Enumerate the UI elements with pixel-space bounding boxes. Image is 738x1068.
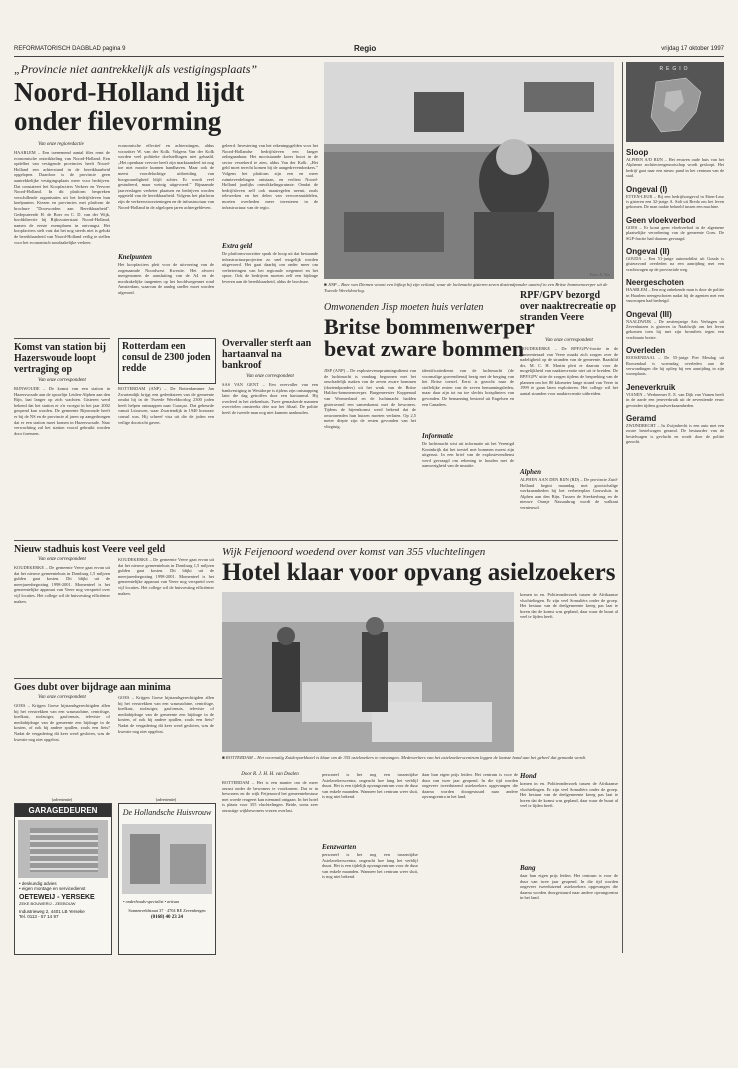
lead-sub-knelpunten: Knelpunten [118, 253, 152, 261]
lead-column-3b: De platformvoorzitter sprak de hoop uit dat bestaande infrastructuurprojecten zo snel mogelijk worden uitgevoerd. Het gaat daarbij om onder meer om verbeteringen van het regionale wegennet en het spoor. Ook de bedrijven moeten zelf een bijdrage leveren aan de bereikbaarheid, aldus de brochure. [222, 251, 318, 284]
lead-column-2b: Het koopfactiers pleit voor de uitvoering van de zogenaamde Noordwest Kwestie. Het afvoert meegenomen de aansluiting van de A4 en de noodzakelijke tangenten op het hoofdwegennet rond Amsterdam, waarvan de aanleg sneller moet worden afgerond. [118, 262, 214, 295]
hotel-column-4c: daar hun eigen prijs leiden. Het centrum is voor de duur van twee jaar geopend. In die tijd worden ongeveer tweeduizend asielzoekers opgevangen die daarna worden doorgestuurd naar andere opvangcentra in het land. [520, 873, 618, 901]
header-date: vrijdag 17 oktober 1997 [661, 46, 724, 52]
kitchen-photo [122, 824, 212, 894]
overvaller-headline: Overvaller sterft aan hartaanval na bankroof [222, 338, 312, 371]
sidebar-item: Sloop ALPHEN A/D RIJN – Het eeuwen oude huis van het Alphense architectengenootschap wordt gesloopt. Het bedrijf gaat naar een nieuw pand in het centrum van de stad. [626, 148, 724, 179]
goes-headline: Goes dubt over bijdrage aan minima [14, 682, 171, 693]
veere-sub: Alphen [520, 468, 542, 476]
sidebar-item: Overleden ROOSENDAAL – De 55-jarige Piet Mesdag uit Roosendaal is woensdag overleden aan de verwondingen die hij opliep bij een aanrijding in zijn woonplaats. [626, 346, 724, 377]
rotterdam-headline-box: Rotterdam een consul de 2300 joden redde [118, 338, 216, 384]
station-text: RIJNWOUDE – De komst van een station in Hazerswoude aan de spoorlijn Leiden-Alphen aan den Rijn, laat langer op zich wachten. Gisteren werd bekend dat het station er z'n vroegst in het jaar 2002 geopend kan worden. De gemeente Rijnwoude heeft er bij de NS en de provincie al jaren op aangedrongen dat er een station moet komen in Hazerswoude. Naar verwachting zal het station vooral gebruikt worden door forenzen. [14, 386, 110, 436]
lead-column-3: geleerd. Investering van het rekeningsgelden voor het Noord-Hollandse bedrijfsleven een langer onbegaanbaar. Het mooistaande koers hoort in de sector verzekerd te zien, aldus Van der Kolk. „Het geld moet terecht komen bij de aangedrevendonkers.” Volgens het platform zijn een en meer ruimteverdelingen ontstaan, en verliest Noord-Holland jaarlijks ontwikkelingsruimte. Omdat de bedrijfsleven zelf ook maatregelen neemt, zoals telewerken en het delen van vervoersmiddelen, moeten overheden meer investeren in de infrastructuur van de regio. [222, 143, 318, 210]
overvaller-byline: Van onze correspondent [246, 374, 294, 379]
lead-column-1: HAARLEM – Een toenemend aantal files remt de economische ontwikkeling van Noord-Holland. Een opdelhet van vestigende provincies heeft Noord-Holland een achterstand in de bereikbaarheid opgelopen. Daardoor is de provincie geen aantrekkelijke vestigingsplaats meer voor bedrijven. Dat constateert het Koopfactiers Verkeer en Vervoer Noord-Holland. In dit platform bespreken verschillende organisaties uit het bedrijfsleven hun knelpunten. Kiezen en provincies met platform de brochure "Doorworden aan Bereikbaarheid". Gedeputeerde H. de Boer en C. D. van der Wijk, hoofddirectie bij Rijkswaterstaat Noord-Holland, namen de eerste exemplaren in ontvangst. Het koopfactiers stelt vast dat het nog steeds niet is gelukt de bereikbaarheid van Noord-Holland veilig te stellen voor het economisch noodzakelijke verkeer. [14, 150, 110, 245]
sidebar-item: Ongeval (III) NAALDWIJK – De zestienjarige Aris Verhagen uit Zevenhuizen is gisteren in Naaldwijk om het leven gekomen toen hij met zijn bromfiets tegen een vrachtauto botste. [626, 309, 724, 340]
ad1-title: GARAGEDEUREN [15, 804, 111, 817]
photo-hotel-workers [222, 592, 514, 752]
ad2-label: (advertentie) [155, 797, 177, 802]
rotterdam-text: ROTTERDAM (ANP) – De Rotterdammer Jan Zwartendijk krijgt een gedenksteen van de gemeente omdat hij in de Tweede Wereldoorlog 2300 joden heeft helpen ontsnappen naar Curaçao. Dat gebeurde vanuit Litouwen, waar Zwartendijk in 1940 honorair consul was. Hij schreef visa uit die de joden een veilige doortocht gaven. [118, 386, 214, 425]
hotel-headline: Hotel klaar voor opvang asielzoekers [222, 559, 616, 586]
photo-farmer-wreck [324, 62, 614, 279]
hotel-kicker: Wijk Feijenoord woedend over komst van 355 vluchtelingen [222, 546, 486, 558]
goes-text-2: GOES – Krijgen Goese bijstandsgerechtigden allen bij het verstrekken van een wasmachine, centrifuge, koelkast, stofzuiger, gasfornuis, televisie of mediabijdrage van de gemeente een bijdrage in de kosten, of ook bij andere spullen, zoals een fiets? Nadat de vergadering dit keer werd gesloten, was de kwestie nog niet opgelost. [118, 695, 214, 734]
lead-sub-extra-geld: Extra geld [222, 242, 253, 250]
lead-kicker: „Provincie niet aantrekkelijk als vestigingsplaats” [14, 62, 258, 76]
hotel-sub-eenzwarten: Eenzwarten [322, 843, 357, 851]
lead-headline: Noord-Holland lijdt onder filevorming [14, 77, 245, 136]
hotel-column-2: personeel is het nog een tussentijdse Asielzoekerscentra, ongeacht hoe lang het verblijf duurt. Het is een tijdelijk opvangcentrum voor de duur van enkele maanden. Wanneer het centrum weer sluit, is nog niet bekend. [322, 772, 418, 800]
sidebar-item: Geramd ZWIJNDRECHT – In Zwijndrecht is een auto met een zware bestelwagen geramd. De bestuurder van de bestelwagen is gevlucht en wordt door de politie gezocht. [626, 413, 724, 445]
veere-text: KOUDEKERKE – De RPF/GPV-fractie in de gemeenteraad van Veere maakt zich zorgen over de nadeligheid op de stranden van de gemeente. Raadslid drs. M. C. H. Martin pleit er daarom voor de mogelijkheid van naaktrecreatie niet uit te breiden. De RPF/GPV uitte de zorgen tijdens de bespreking van de plannen om het 80 kilometer lange strand van Veere in 1999 te gaan laten exploiteren. Het college wil het aantal stranden voor naaktrecreatie uitbreiden. [520, 346, 618, 396]
hotel-column-4b: komen in en. Politieonderzoek tussen de Afrikaanse vluchtelingen. Er zijn veel Somaliërs onder de groep. Het bestuur van de deelgemeente kreeg pas laat te horen dat de komst was gepland, daar waar de buurt al veel te lijden heeft. [520, 781, 618, 809]
bomb-column-2: identificatiedienst van de luchtmacht (de voormalige gravendienst) bezig met de berging van het Britse toestel. Eerst is gezocht naar de stoffelijke resten van de zeven bemanningsleden, maar daar zijn tot nu toe slechts botsplinters van gevonden. De bemanning bestond uit Engelsen en een Canadees. [422, 368, 514, 407]
stadhuis-byline: Van onze correspondent [38, 557, 86, 562]
ad2-title: De Hollandsche Huisvrouw [122, 808, 212, 817]
station-headline: Komst van station bij Hazerswoude loopt vertraging op [14, 342, 106, 375]
lead-byline: Van onze regioredactie [38, 142, 84, 147]
header-left: REFORMATORISCH DAGBLAD pagina 9 [14, 46, 126, 52]
ad-garagedeuren: GARAGEDEUREN • deskundig advies • eigen montage en servicedienst OETEWEIJ - YERSEKE ZEKE BOUWERIJ - ZEEBOUW Industrieweg 2, 4401 LB Yerseke Tel. 0113 - 57 14 97 [14, 803, 112, 955]
sidebar-item: Ongeval (I) ETTEN-LEUR – Bij een bedrijfsongeval in Etten-Leur is gisteren een 32-jarige A. Sidi uit Breda om het leven gekomen. De man raakte bekneld tussen een machine. [626, 184, 724, 210]
bomb-kicker: Omwonenden Jisp moeten huis verlaten [324, 302, 484, 313]
hotel-column-2b: personeel is het nog een tussentijdse Asielzoekerscentra, ongeacht hoe lang het verblijf duurt. Het is een tijdelijk opvangcentrum voor de duur van enkele maanden. Wanneer het centrum weer sluit, is nog niet bekend. [322, 852, 418, 880]
overvaller-text: SAS VAN GENT – Een overvaller van een bankvestiging in Westdorpe is tijdens zijn ontsnapping later die dag getroffen door een hartaanval. Hij overleed in het ziekenhuis. Twee gemaskerde mannen overvielen omstreeks drie uur het filiaal. De politie heeft de tweede man nog niet kunnen aanhouden. [222, 382, 318, 415]
hotel-column-1: ROTTERDAM – Het is een manier om de meer onrust onder de bewoners te voorkomen. Dat er in bewoners en de wijk Feijenoord het gemeentebestuur met woede reageert kan niemand ontgaan. In het hotel is plaats voor 355 vluchtelingen. Beide, soms zeer onrustige wijkbewoners vrezen overlast. [222, 780, 318, 813]
page-header [14, 44, 724, 57]
section-name: Regio [354, 44, 377, 53]
sidebar-item: Jeneverkruik VIANEN – Werknemer E. E. van Dijk van Vianen heeft in de aarde een jeneverkruik uit de zeventiende eeuw gevonden tijdens graafwerkzaamheden. [626, 382, 724, 408]
bomb-column-1: JISP (ANP) – De explosievenopruimingsdienst van de luchtmacht is vandaag begonnen met het onschadelijk maken van de zeven zware bommen (doziendponders) uit het wrak van de Britse Halifax-bommenwerper. Burgemeester Koppenaal van Wormerland en de luchtmacht hadden gisteravond een samenkomst met de bewoners. Tijdens de bijeenkomst werd bekend dat de omwonenden hun huizen moeten verlaten. Op 2,5 meter diepte zijn de resten gevonden van het vliegtuig. [324, 368, 416, 429]
bomb-sub-informatie: Informatie [422, 432, 454, 440]
ad-hollandsche-huisvrouw: De Hollandsche Huisvrouw • onderhouds-specialist • artisan Sonnenveldstraat 37 · 4704 RE Zevenbergen (0168) 40 23 24 [118, 803, 216, 955]
station-byline: Van onze correspondent [38, 378, 86, 383]
veere-text-2: ALPHEN AAN DEN RIJN (RD) – De provincie Zuid-Holland begint maandag met grootschalige werkzaamheden bij het verbeterplan Gouwsluis in Alphen aan den Rijn. Tussen de Steekterbrug en de nieuwe Oranje Nassaubrug wordt de walkant vernieuwd. [520, 477, 618, 510]
map-netherlands-icon [626, 72, 724, 140]
stadhuis-text-2: KOUDEKERKE – De gemeente Veere gaat ervan uit dat het nieuwe gemeentehuis in Domburg 1,5 miljoen gulden gaat kosten. Dit blijkt uit de meerjarenbegroting 1998-2001. Momenteel is het gemeentelijke apparaat van Veere nog verspreid over vijf locaties. Het college wil de huisvesting efficiënter maken. [118, 557, 214, 596]
photo-top-caption: ■ JISP – Boer van Diemen woont een bijkop bij zijn veiland, waar de lochmacht gisteren zeven doziendponder aantrof in een Britse bommenwerper uit de Tweede Wereldoorlog. [324, 282, 608, 293]
veere-headline: RPF/GPV bezorgd over naaktrecreatie op stranden Veere [520, 290, 617, 323]
hotel-photo-caption: ■ ROTTERDAM – Het voormalig Zuiderparkhotel is klaar om de 355 asielzoekers te ontvangen. Medewerkers van het asielzoekerscentrum leggen de laatste hand aan het geheel dat gemaakt wordt. [222, 755, 587, 760]
hotel-byline: Door R. J. H. H. van Doalen [241, 772, 299, 777]
veere-byline: Van onze correspondent [545, 338, 593, 343]
goes-text: GOES – Krijgen Goese bijstandsgerechtigden allen bij het verstrekken van een wasmachine, centrifuge, koelkast, stofzuiger, gasfornuis, televisie of mediabijdrage van de gemeente een bijdrage in de kosten, of ook bij andere spullen, zoals een fiets? Nadat de vergadering dit keer werd gesloten, was de kwestie nog niet opgelost. [14, 703, 110, 742]
ad1-label: (advertentie) [51, 797, 73, 802]
hotel-sub-bang: Bang [520, 864, 536, 872]
bomb-column-2b: De luchtmacht wist uit informatie uit het Verenigd Koninkrijk dat het toestel met bommen moest zijn uitgerust. In een brief van de explosievendienst werd gevraagd om rekening te houden met de aanwezigheid van de munitie. [422, 441, 514, 469]
stadhuis-headline: Nieuw stadhuis kost Veere veel geld [14, 544, 166, 555]
sidebar-item: Geen vloekverbod GOES – Er komt geen vloekverbod in de algemene plaatselijke verordening van de gemeente Goes. De SGP-fractie had daarom gevraagd. [626, 215, 724, 241]
goes-byline: Van onze correspondent [38, 695, 86, 700]
garage-door-icon [18, 820, 108, 878]
stadhuis-text: KOUDEKERKE – De gemeente Veere gaat ervan uit dat het nieuwe gemeentehuis in Domburg 1,5 miljoen gulden gaat kosten. Dit blijkt uit de meerjarenbegroting 1998-2001. Momenteel is het gemeentelijke apparaat van Veere nog verspreid over vijf locaties. Het college wil de huisvesting efficiënter maken. [14, 565, 110, 604]
lead-column-2: economische effectief en achterstingen, aldus voorzitter W. van der Kolk. Volgens Van der Kolk worden veel politieke doelstellingen niet gehaald. „Het openbaar vervoer heeft zijn marktaandeel tot nog toe niet mooite kunnen handhaven. Maar ook de meest voordelachtige uitbreiding van hoogwaardigheid blijft achter. Er wordt veel gestudeerd, maar weinig uitgevoerd.” Bijnaamde jaarverslagen verbeter plaatsen en bedrijven worden opgeteld van de bereikbaarheid. Volgens het platform zijn de verkeersvoorzieningen en de infrastructuur van Noord-Holland in de afgelopen jaren achtergebleven. [118, 143, 214, 210]
sidebar-item: Neergeschoten HAARLEM – Een nog onbekende man is door de politie in Haarlem neergeschoten nadat hij de agenten met een vuurwapen had bedreigd. [626, 278, 724, 304]
bomb-headline: Britse bommenwerper bevat zware bommen [324, 314, 535, 361]
sidebar-news-list [626, 148, 724, 953]
sidebar-item: Ongeval (II) GOUDA – Een 51-jarige automobilist uit Gouda is gisteravond overleden na een aanrijding met een vrachtwagen op de provinciale weg. [626, 247, 724, 272]
hotel-column-3: daar hun eigen prijs leiden. Het centrum is voor de duur van twee jaar geopend. In die tijd worden ongeveer tweeduizend asielzoekers opgevangen die daarna worden doorgestuurd naar andere opvangcentra in het land. [422, 772, 518, 800]
hotel-column-4: komen in en. Politieonderzoek tussen de Afrikaanse vluchtelingen. Er zijn veel Somaliërs onder de groep. Het bestuur van de deelgemeente kreeg pas laat te horen dat de komst was gepland, daar waar de buurt al veel te lijden heeft. [520, 592, 618, 620]
regio-logo: REGIO [626, 62, 724, 142]
photo-credit: Foto: A. Vos [590, 272, 610, 277]
hotel-sub-hond: Hond [520, 772, 537, 780]
